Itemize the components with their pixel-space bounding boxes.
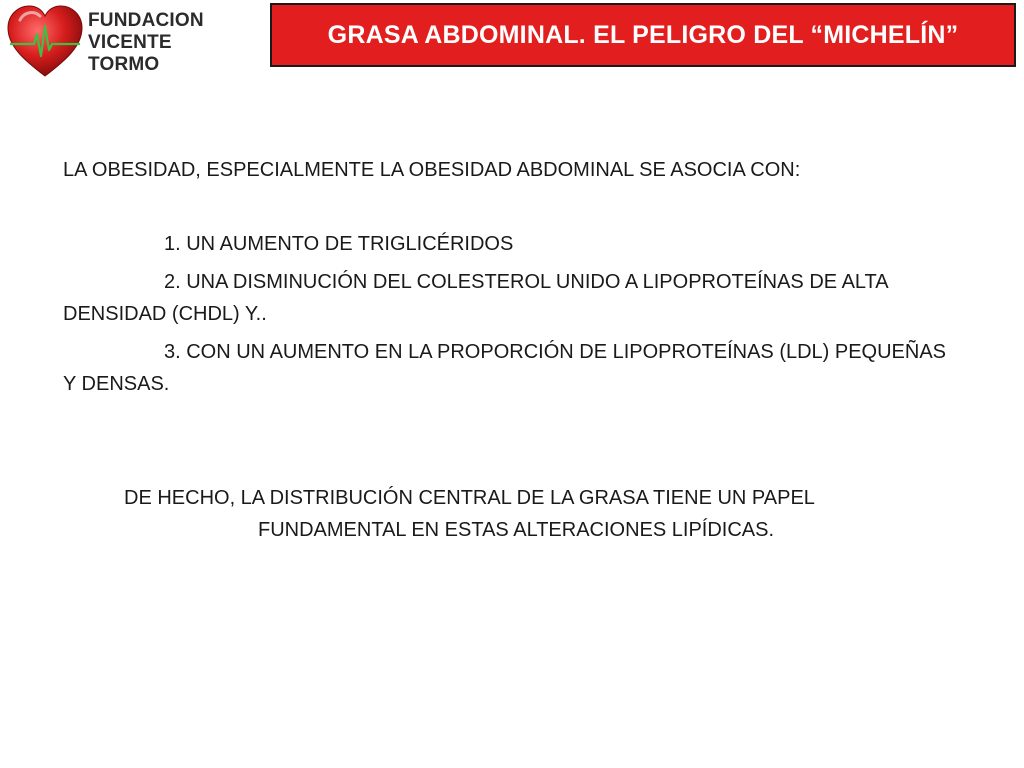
list-item — [63, 266, 963, 330]
logo-line-2: VICENTE TORMO — [88, 32, 172, 75]
list-item-text: 2. UNA DISMINUCIÓN DEL COLESTEROL UNIDO A LIPOPROTEÍNAS DE ALTA DENSIDAD (CHDL) Y.. — [63, 271, 888, 325]
closing-paragraph — [124, 482, 944, 546]
logo-line-1: FUNDACION — [88, 10, 204, 31]
logo-text — [88, 10, 236, 76]
closing-period: . — [768, 519, 775, 541]
title-banner — [270, 3, 1016, 67]
closing-line-2: FUNDAMENTAL EN ESTAS ALTERACIONES LIPÍDICAS — [258, 519, 769, 541]
list-item — [63, 336, 963, 400]
list-item — [63, 228, 963, 260]
intro-text: LA OBESIDAD, ESPECIALMENTE LA OBESIDAD ABDOMINAL SE ASOCIA CON: — [63, 159, 801, 181]
slide-title: GRASA ABDOMINAL. EL PELIGRO DEL “MICHELÍN” — [327, 20, 959, 49]
list-item-text: 3. CON UN AUMENTO EN LA PROPORCIÓN DE LIPOPROTEÍNAS (LDL) PEQUEÑAS Y DENSAS. — [63, 341, 947, 395]
list-item-text: 1. UN AUMENTO DE TRIGLICÉRIDOS — [164, 233, 514, 255]
closing-line-1: DE HECHO, LA DISTRIBUCIÓN CENTRAL DE LA GRASA TIENE UN PAPEL — [124, 487, 815, 509]
foundation-logo — [6, 4, 236, 80]
heart-ecg-icon — [6, 4, 84, 80]
